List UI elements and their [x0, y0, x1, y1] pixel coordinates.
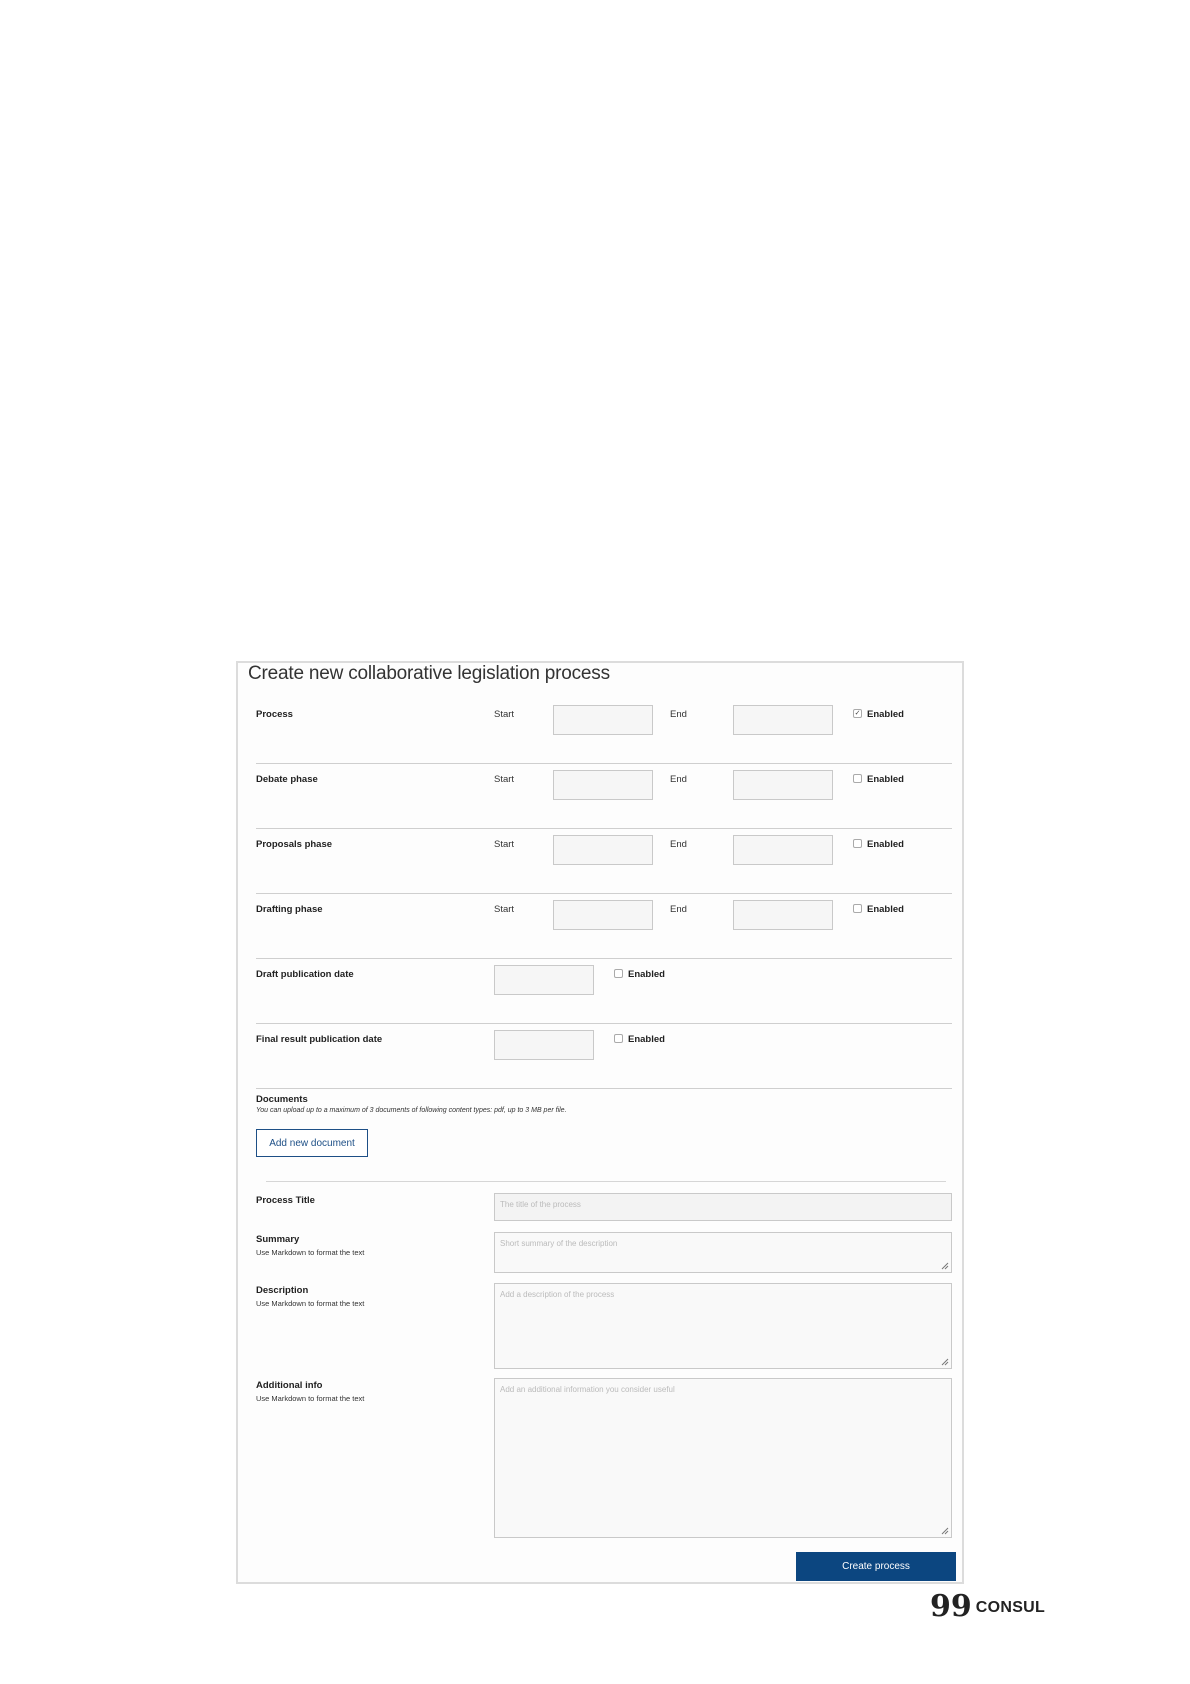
add-document-button[interactable]: Add new document — [256, 1129, 368, 1157]
consul-logo — [930, 1589, 1046, 1624]
end-label: End — [670, 839, 687, 850]
end-label: End — [670, 904, 687, 915]
enabled-checkbox[interactable] — [614, 1034, 623, 1043]
start-label: Start — [494, 774, 515, 785]
create-process-form — [236, 661, 964, 1584]
brand-name: CONSUL — [975, 1599, 1046, 1616]
quote-mark-icon: 99 — [930, 1589, 972, 1624]
enabled-checkbox[interactable] — [853, 839, 862, 848]
divider — [256, 763, 952, 764]
additional-info-placeholder: Add an additional information you consider useful — [500, 1385, 675, 1394]
page-title: Create new collaborative legislation process — [248, 663, 610, 684]
date-input[interactable] — [494, 965, 594, 995]
enabled-label: Enabled — [867, 904, 904, 915]
phase-label: Process — [256, 709, 293, 720]
divider — [256, 958, 952, 959]
resize-grip-icon[interactable] — [941, 1527, 949, 1535]
documents-title: Documents — [256, 1094, 308, 1105]
summary-help: Use Markdown to format the text — [256, 1248, 365, 1257]
enabled-checkbox[interactable] — [853, 774, 862, 783]
start-label: Start — [494, 904, 515, 915]
additional-info-input[interactable] — [494, 1378, 952, 1538]
start-date-input[interactable] — [553, 835, 653, 865]
date-label: Final result publication date — [256, 1034, 383, 1045]
resize-grip-icon[interactable] — [941, 1262, 949, 1270]
end-date-input[interactable] — [733, 770, 833, 800]
divider — [266, 1181, 946, 1182]
divider — [256, 1023, 952, 1024]
additional-info-label: Additional info — [256, 1380, 323, 1391]
end-date-input[interactable] — [733, 705, 833, 735]
date-input[interactable] — [494, 1030, 594, 1060]
divider — [256, 828, 952, 829]
date-label: Draft publication date — [256, 969, 354, 980]
enabled-checkbox[interactable] — [853, 904, 862, 913]
start-label: Start — [494, 839, 515, 850]
process-title-label: Process Title — [256, 1195, 315, 1206]
enabled-label: Enabled — [628, 1034, 665, 1045]
end-date-input[interactable] — [733, 900, 833, 930]
enabled-label: Enabled — [867, 709, 904, 720]
enabled-label: Enabled — [867, 774, 904, 785]
process-title-input[interactable]: The title of the process — [494, 1193, 952, 1221]
end-label: End — [670, 774, 687, 785]
divider — [256, 893, 952, 894]
summary-placeholder: Short summary of the description — [500, 1239, 618, 1248]
description-help: Use Markdown to format the text — [256, 1299, 365, 1308]
documents-help: You can upload up to a maximum of 3 documents of following content types: pdf, up to 3 MB per file. — [256, 1107, 567, 1114]
phase-label: Proposals phase — [256, 839, 333, 850]
end-label: End — [670, 709, 687, 720]
divider — [256, 1088, 952, 1089]
start-date-input[interactable] — [553, 705, 653, 735]
enabled-label: Enabled — [867, 839, 904, 850]
phase-label: Debate phase — [256, 774, 318, 785]
summary-input[interactable] — [494, 1232, 952, 1273]
description-label: Description — [256, 1285, 309, 1296]
start-label: Start — [494, 709, 515, 720]
start-date-input[interactable] — [553, 900, 653, 930]
description-input[interactable] — [494, 1283, 952, 1369]
end-date-input[interactable] — [733, 835, 833, 865]
resize-grip-icon[interactable] — [941, 1358, 949, 1366]
summary-label: Summary — [256, 1234, 300, 1245]
enabled-label: Enabled — [628, 969, 665, 980]
phase-label: Drafting phase — [256, 904, 323, 915]
enabled-checkbox[interactable] — [614, 969, 623, 978]
enabled-checkbox[interactable]: ✓ — [854, 710, 861, 717]
additional-info-help: Use Markdown to format the text — [256, 1394, 365, 1403]
create-process-button[interactable]: Create process — [796, 1552, 956, 1581]
description-placeholder: Add a description of the process — [500, 1290, 615, 1299]
start-date-input[interactable] — [553, 770, 653, 800]
